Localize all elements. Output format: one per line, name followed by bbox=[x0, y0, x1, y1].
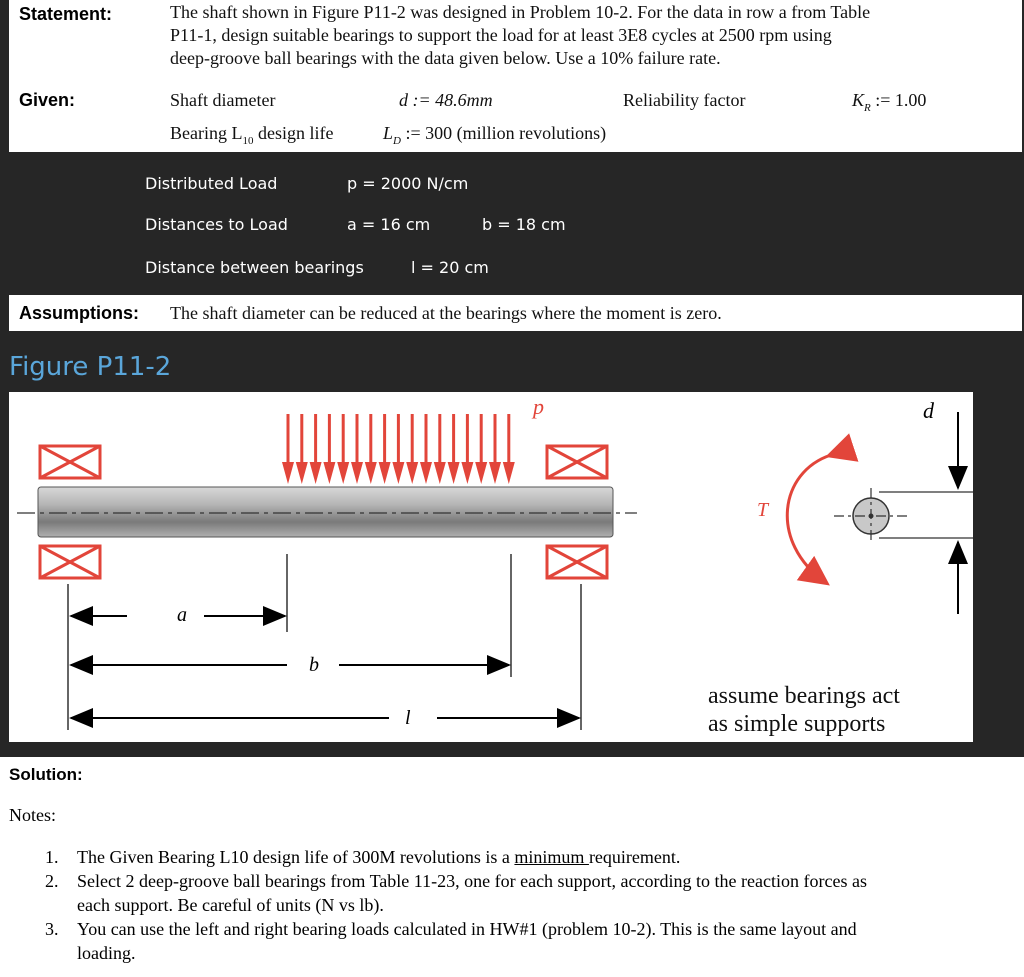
reliability-rest: := 1.00 bbox=[870, 90, 927, 110]
given-label: Given: bbox=[19, 90, 76, 110]
reliability-sub: R bbox=[864, 102, 871, 114]
note-num-2: 2. bbox=[45, 871, 59, 891]
reliability-value bbox=[852, 90, 927, 114]
figure-title: Figure P11-2 bbox=[9, 352, 172, 382]
shaft-section bbox=[834, 488, 973, 544]
bearing-life-label-sub: 10 bbox=[242, 135, 254, 147]
figure-panel bbox=[9, 392, 973, 742]
statement-label: Statement: bbox=[19, 4, 113, 24]
note-3-line-2: loading. bbox=[77, 943, 136, 963]
note-num-1: 1. bbox=[45, 847, 59, 867]
distributed-load-arrows bbox=[282, 414, 515, 484]
bearing-life-var: L bbox=[383, 123, 394, 143]
bearing-life-label-b: design life bbox=[253, 123, 334, 143]
shaft-diameter-value: d := 48.6mm bbox=[399, 90, 493, 110]
load-arrow-head bbox=[406, 462, 418, 484]
statement-line-2: P11-1, design suitable bearings to support the load for at least 3E8 cycles at 2500 rpm using bbox=[170, 25, 832, 45]
note-1-text: The Given Bearing L10 design life of 300M revolutions is a bbox=[77, 847, 515, 867]
note-item-2 bbox=[9, 869, 1009, 917]
statement-line-3: deep-groove ball bearings with the data given below. Use a 10% failure rate. bbox=[170, 48, 721, 68]
notes-list bbox=[9, 845, 1009, 965]
load-arrow-head bbox=[323, 462, 335, 484]
note-item-1 bbox=[9, 845, 1009, 869]
notes-label: Notes: bbox=[9, 805, 56, 825]
load-arrow-head bbox=[379, 462, 391, 484]
bearing-life-label bbox=[170, 123, 334, 147]
shaft bbox=[38, 487, 613, 537]
assumptions-text: The shaft diameter can be reduced at the bearings where the moment is zero. bbox=[170, 303, 722, 323]
load-arrow-head bbox=[282, 462, 294, 484]
load-arrow-head bbox=[365, 462, 377, 484]
statement-panel bbox=[9, 0, 1022, 152]
load-arrow-head bbox=[296, 462, 308, 484]
distributed-load-value: p = 2000 N/cm bbox=[347, 174, 469, 193]
torque-arrow bbox=[787, 455, 831, 582]
load-arrow-head bbox=[448, 462, 460, 484]
note-num-3: 3. bbox=[45, 919, 59, 939]
reliability-label: Reliability factor bbox=[623, 90, 746, 110]
solution-label: Solution: bbox=[9, 765, 83, 784]
note-3-line-1: You can use the left and right bearing loads calculated in HW#1 (problem 10-2). This is the same layout and bbox=[77, 919, 857, 939]
load-arrow-head bbox=[434, 462, 446, 484]
distributed-load-label: Distributed Load bbox=[145, 174, 278, 193]
diameter-label: d bbox=[923, 398, 934, 423]
load-arrow-head bbox=[503, 462, 515, 484]
load-arrow-head bbox=[461, 462, 473, 484]
statement-line-1: The shaft shown in Figure P11-2 was designed in Problem 10-2. For the data in row a from Table bbox=[170, 2, 871, 22]
solution-panel bbox=[0, 757, 1024, 977]
bearing-life-var-sub: D bbox=[393, 135, 401, 147]
assumptions-panel bbox=[9, 295, 1022, 331]
distances-label: Distances to Load bbox=[145, 215, 288, 234]
note-1-end: requirement. bbox=[588, 847, 681, 867]
dim-l-label: l bbox=[405, 707, 411, 729]
support-note-line-1: assume bearings act bbox=[708, 683, 900, 709]
torque-label: T bbox=[757, 499, 769, 521]
load-arrow-head bbox=[310, 462, 322, 484]
bearing-life-value bbox=[383, 123, 607, 147]
dim-b-label: b bbox=[309, 654, 319, 676]
between-label: Distance between bearings bbox=[145, 258, 364, 277]
load-arrow-head bbox=[489, 462, 501, 484]
support-note-line-2: as simple supports bbox=[708, 711, 886, 737]
dim-a-label: a bbox=[177, 604, 187, 626]
left-bearing-top bbox=[40, 446, 100, 478]
load-arrow-head bbox=[475, 462, 487, 484]
note-item-3 bbox=[9, 917, 1009, 965]
a-value: a = 16 cm bbox=[347, 215, 431, 234]
l-value: l = 20 cm bbox=[411, 258, 489, 277]
load-arrow-head bbox=[337, 462, 349, 484]
note-2-line-1: Select 2 deep-groove ball bearings from Table 11-23, one for each support, according to the reaction forces as bbox=[77, 871, 867, 891]
right-bearing-bottom bbox=[547, 546, 607, 578]
bearing-life-number: := 300 (million revolutions) bbox=[400, 123, 607, 143]
bearing-life-label-a: Bearing L bbox=[170, 123, 243, 143]
note-2-line-2: each support. Be careful of units (N vs lb). bbox=[77, 895, 384, 915]
load-arrow-head bbox=[392, 462, 404, 484]
shaft-diameter-label: Shaft diameter bbox=[170, 90, 276, 110]
load-arrow-head bbox=[420, 462, 432, 484]
reliability-var: K bbox=[852, 90, 865, 110]
note-1-underlined: minimum bbox=[514, 847, 589, 867]
right-bearing-top bbox=[547, 446, 607, 478]
b-value: b = 18 cm bbox=[482, 215, 566, 234]
load-p-label: p bbox=[533, 394, 544, 419]
shaft-figure bbox=[9, 392, 973, 742]
load-arrow-head bbox=[351, 462, 363, 484]
left-bearing-bottom bbox=[40, 546, 100, 578]
assumptions-label: Assumptions: bbox=[19, 303, 140, 323]
